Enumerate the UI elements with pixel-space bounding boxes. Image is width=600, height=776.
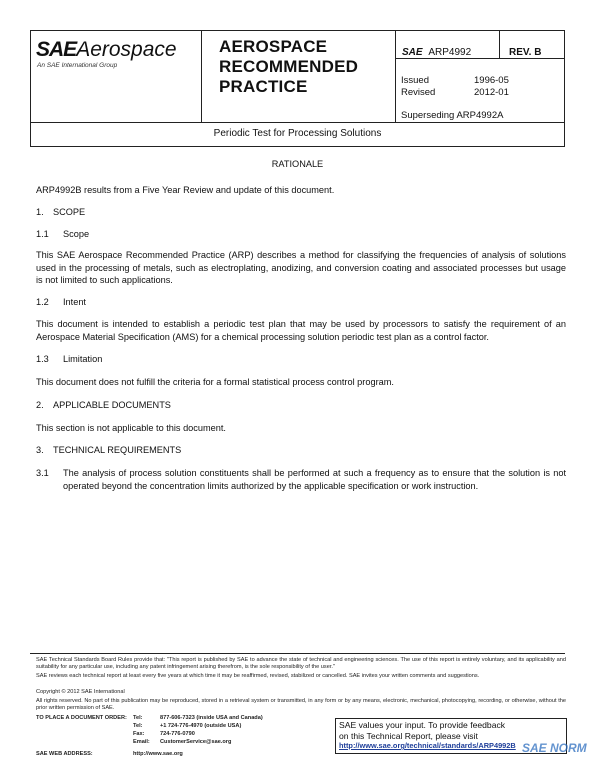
superseding-note: Superseding ARP4992A <box>401 110 504 121</box>
revised-label: Revised <box>401 87 436 98</box>
sae-aerospace-logo <box>36 38 177 62</box>
section-2-text: This section is not applicable to this document. <box>36 423 226 433</box>
tel2-label: Tel: <box>133 723 143 729</box>
watermark-text: SAE NORM <box>522 741 587 755</box>
footer-copyright: Copyright © 2012 SAE International <box>36 689 125 695</box>
section-1-3-text: This document does not fulfill the criteria for a formal statistical process control program. <box>36 377 394 387</box>
logo-tagline: An SAE International Group <box>37 62 118 69</box>
header-divider <box>201 31 202 123</box>
feedback-line-1: SAE values your input. To provide feedback <box>339 720 506 730</box>
section-1-3-number: 1.3 <box>36 354 49 364</box>
issued-value: 1996-05 <box>474 75 509 86</box>
document-type <box>219 37 358 97</box>
section-1-2-text: This document is intended to establish a periodic test plan that may be used by processors to satisfy the requirement of an Aerospace Material Specification (AMS) for a chemical processing solution periodic test plan as a control factor. <box>36 319 566 342</box>
section-1-2-number: 1.2 <box>36 297 49 307</box>
web-label: SAE WEB ADDRESS: <box>36 751 93 757</box>
footer-rights: All rights reserved. No part of this publication may be reproduced, stored in a retrieval system or transmitted, in any form or by any means, electronic, mechanical, photocopying, recording, or otherwise, without the prior written permission of SAE. <box>36 698 566 712</box>
fax-label: Fax: <box>133 731 145 737</box>
rationale-text: ARP4992B results from a Five Year Review and update of this document. <box>36 185 335 195</box>
section-1-1-title: Scope <box>63 229 90 239</box>
order-label: TO PLACE A DOCUMENT ORDER: <box>36 715 127 721</box>
section-1-1-number: 1.1 <box>36 229 49 239</box>
document-number <box>402 47 471 58</box>
tel-value: 877-606-7323 (inside USA and Canada) <box>160 715 263 721</box>
email-value[interactable]: CustomerService@sae.org <box>160 739 232 745</box>
footer-review-note: SAE reviews each technical report at least every five years at which time it may be reaffirmed, revised, stabilized or cancelled. SAE invites your written comments and suggestions. <box>36 673 480 679</box>
fax-value: 724-776-0790 <box>160 731 195 737</box>
section-1-number: 1. <box>36 207 44 217</box>
section-1-3-title: Limitation <box>63 354 103 364</box>
tel-label: Tel: <box>133 715 143 721</box>
logo-sae-text: SAE <box>36 38 77 61</box>
section-1-1-text: This SAE Aerospace Recommended Practice (ARP) describes a method for classifying the frequencies of analysis of solutions used in the processing of metals, such as electroplating, anodizing, and conversion coating and associated processes but usage is not limited to such applications. <box>36 250 566 285</box>
tel2-value: +1 724-776-4970 (outside USA) <box>160 723 242 729</box>
document-type-line: RECOMMENDED <box>219 57 359 76</box>
footer-rule <box>30 653 565 654</box>
section-3-number: 3. <box>36 445 44 455</box>
feedback-line-2: on this Technical Report, please visit <box>339 730 478 741</box>
revised-value: 2012-01 <box>474 87 509 98</box>
header-divider <box>499 31 500 58</box>
document-type-line: PRACTICE <box>219 77 308 96</box>
issued-label: Issued <box>401 75 429 86</box>
logo-aerospace-text: Aerospace <box>76 38 177 61</box>
section-3-1-number: 3.1 <box>36 468 49 478</box>
document-type-line: AEROSPACE <box>219 37 328 56</box>
footer-disclaimer: SAE Technical Standards Board Rules provide that: "This report is published by SAE to advance the state of technical and engineering sciences. The use of this report is entirely voluntary, and its applicability and suitability for any particular use, including any patent infringement arising therefrom, is the sole responsibility of the user." <box>36 657 566 671</box>
section-3-title: TECHNICAL REQUIREMENTS <box>53 445 182 455</box>
section-2-number: 2. <box>36 400 44 410</box>
header-divider <box>395 58 565 59</box>
doc-logo-text: SAE <box>402 47 423 58</box>
email-label: Email: <box>133 739 150 745</box>
header-divider <box>395 31 396 123</box>
section-1-2-title: Intent <box>63 297 86 307</box>
section-2-title: APPLICABLE DOCUMENTS <box>53 400 171 410</box>
document-title: Periodic Test for Processing Solutions <box>213 128 382 139</box>
doc-number-text: ARP4992 <box>428 47 472 58</box>
feedback-link[interactable]: http://www.sae.org/technical/standards/ARP4992B <box>339 741 516 750</box>
section-3-1-text: The analysis of process solution constituents shall be performed at such a frequency as to ensure that the solution is not operated beyond the concentration limits authorized by the applicable specification or work instruction. <box>63 468 566 491</box>
revision-label: REV. B <box>509 47 542 58</box>
header-divider <box>31 122 564 123</box>
section-1-title: SCOPE <box>53 207 86 217</box>
rationale-heading: RATIONALE <box>271 159 324 169</box>
web-value[interactable]: http://www.sae.org <box>133 751 183 757</box>
